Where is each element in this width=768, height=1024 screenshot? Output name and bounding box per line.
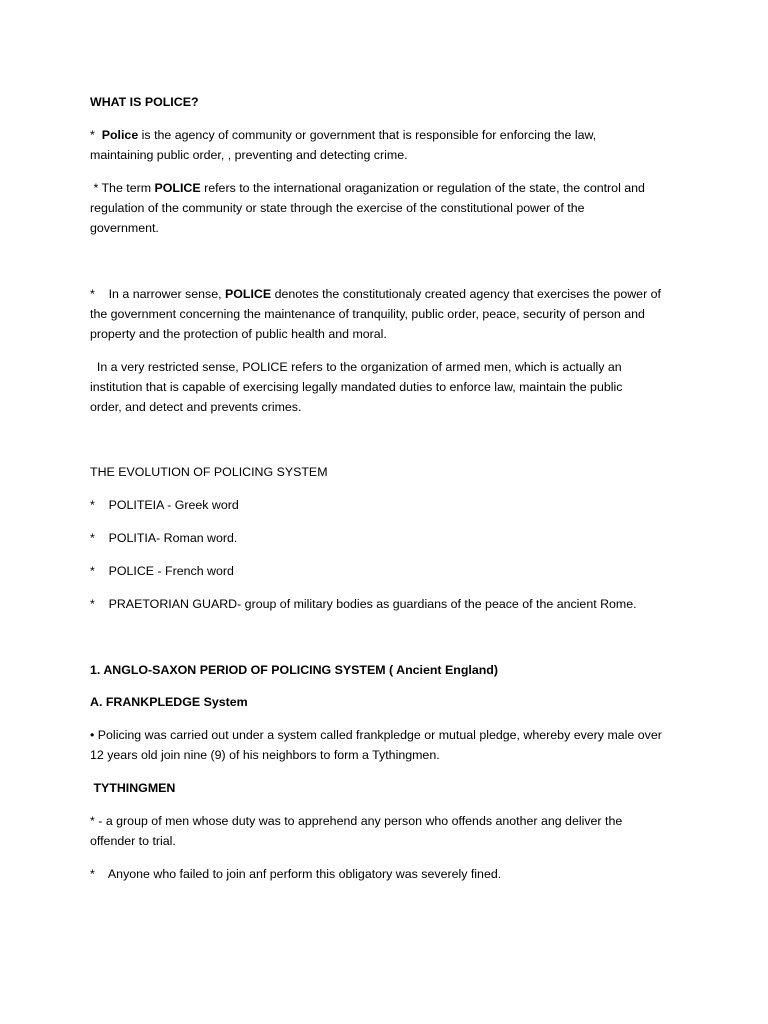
text: * The term [90, 181, 155, 195]
p4-line1: In a very restricted sense, POLICE refers to the organization of armed men, which is actually an [90, 360, 622, 374]
tythingmen-heading: TYTHINGMEN [90, 781, 176, 795]
text: * In a narrower sense, [90, 287, 225, 301]
p1-line2: maintaining public order, , preventing and detecting crime. [90, 148, 408, 162]
text: is the agency of community or government that is responsible for enforcing the law, [138, 128, 597, 142]
p4-line2: institution that is capable of exercising legally mandated duties to enforce law, maintain the public [90, 380, 623, 394]
list-item: * PRAETORIAN GUARD- group of military bodies as guardians of the peace of the ancient Rome. [90, 597, 637, 611]
p2-line3: government. [90, 221, 159, 235]
list-item: * POLICE - French word [90, 564, 234, 578]
tythingmen-def-line1: * - a group of men whose duty was to apprehend any person who offends another ang deliver the [90, 814, 623, 828]
p2-line2: regulation of the community or state through the exercise of the constitutional power of the [90, 201, 585, 215]
p3-line3: property and the protection of public health and moral. [90, 327, 387, 341]
tythingmen-def-line2: offender to trial. [90, 834, 176, 848]
bold-term: Police [101, 128, 139, 142]
list-item: * POLITIA- Roman word. [90, 531, 238, 545]
p3-line2: the government concerning the maintenance of tranquility, public order, peace, security of person and [90, 307, 645, 321]
list-item: * Anyone who failed to join anf perform this obligatory was severely fined. [90, 867, 502, 881]
p3-line1 [90, 284, 690, 304]
bold-term: POLICE [154, 181, 201, 195]
list-item: * POLITEIA - Greek word [90, 498, 239, 512]
p4-line3: order, and detect and prevents crimes. [90, 400, 302, 414]
text: denotes the constitutionaly created agency that exercises the power of [271, 287, 661, 301]
bold-term: POLICE [224, 287, 272, 301]
frankpledge-line2: 12 years old join nine (9) of his neighbors to form a Tythingmen. [90, 748, 440, 762]
sectionA-heading: A. FRANKPLEDGE System [90, 695, 248, 709]
p1-line1 [90, 125, 690, 145]
section1-heading: 1. ANGLO-SAXON PERIOD OF POLICING SYSTEM ( Ancient England) [90, 663, 498, 677]
bullet: * [90, 128, 95, 142]
doc-title: WHAT IS POLICE? [90, 95, 199, 109]
p2-line1 [90, 178, 690, 198]
frankpledge-line1: • Policing was carried out under a system called frankpledge or mutual pledge, whereby every male over [90, 728, 662, 742]
text: refers to the international oraganization or regulation of the state, the control and [200, 181, 645, 195]
evolution-heading: THE EVOLUTION OF POLICING SYSTEM [90, 465, 328, 479]
